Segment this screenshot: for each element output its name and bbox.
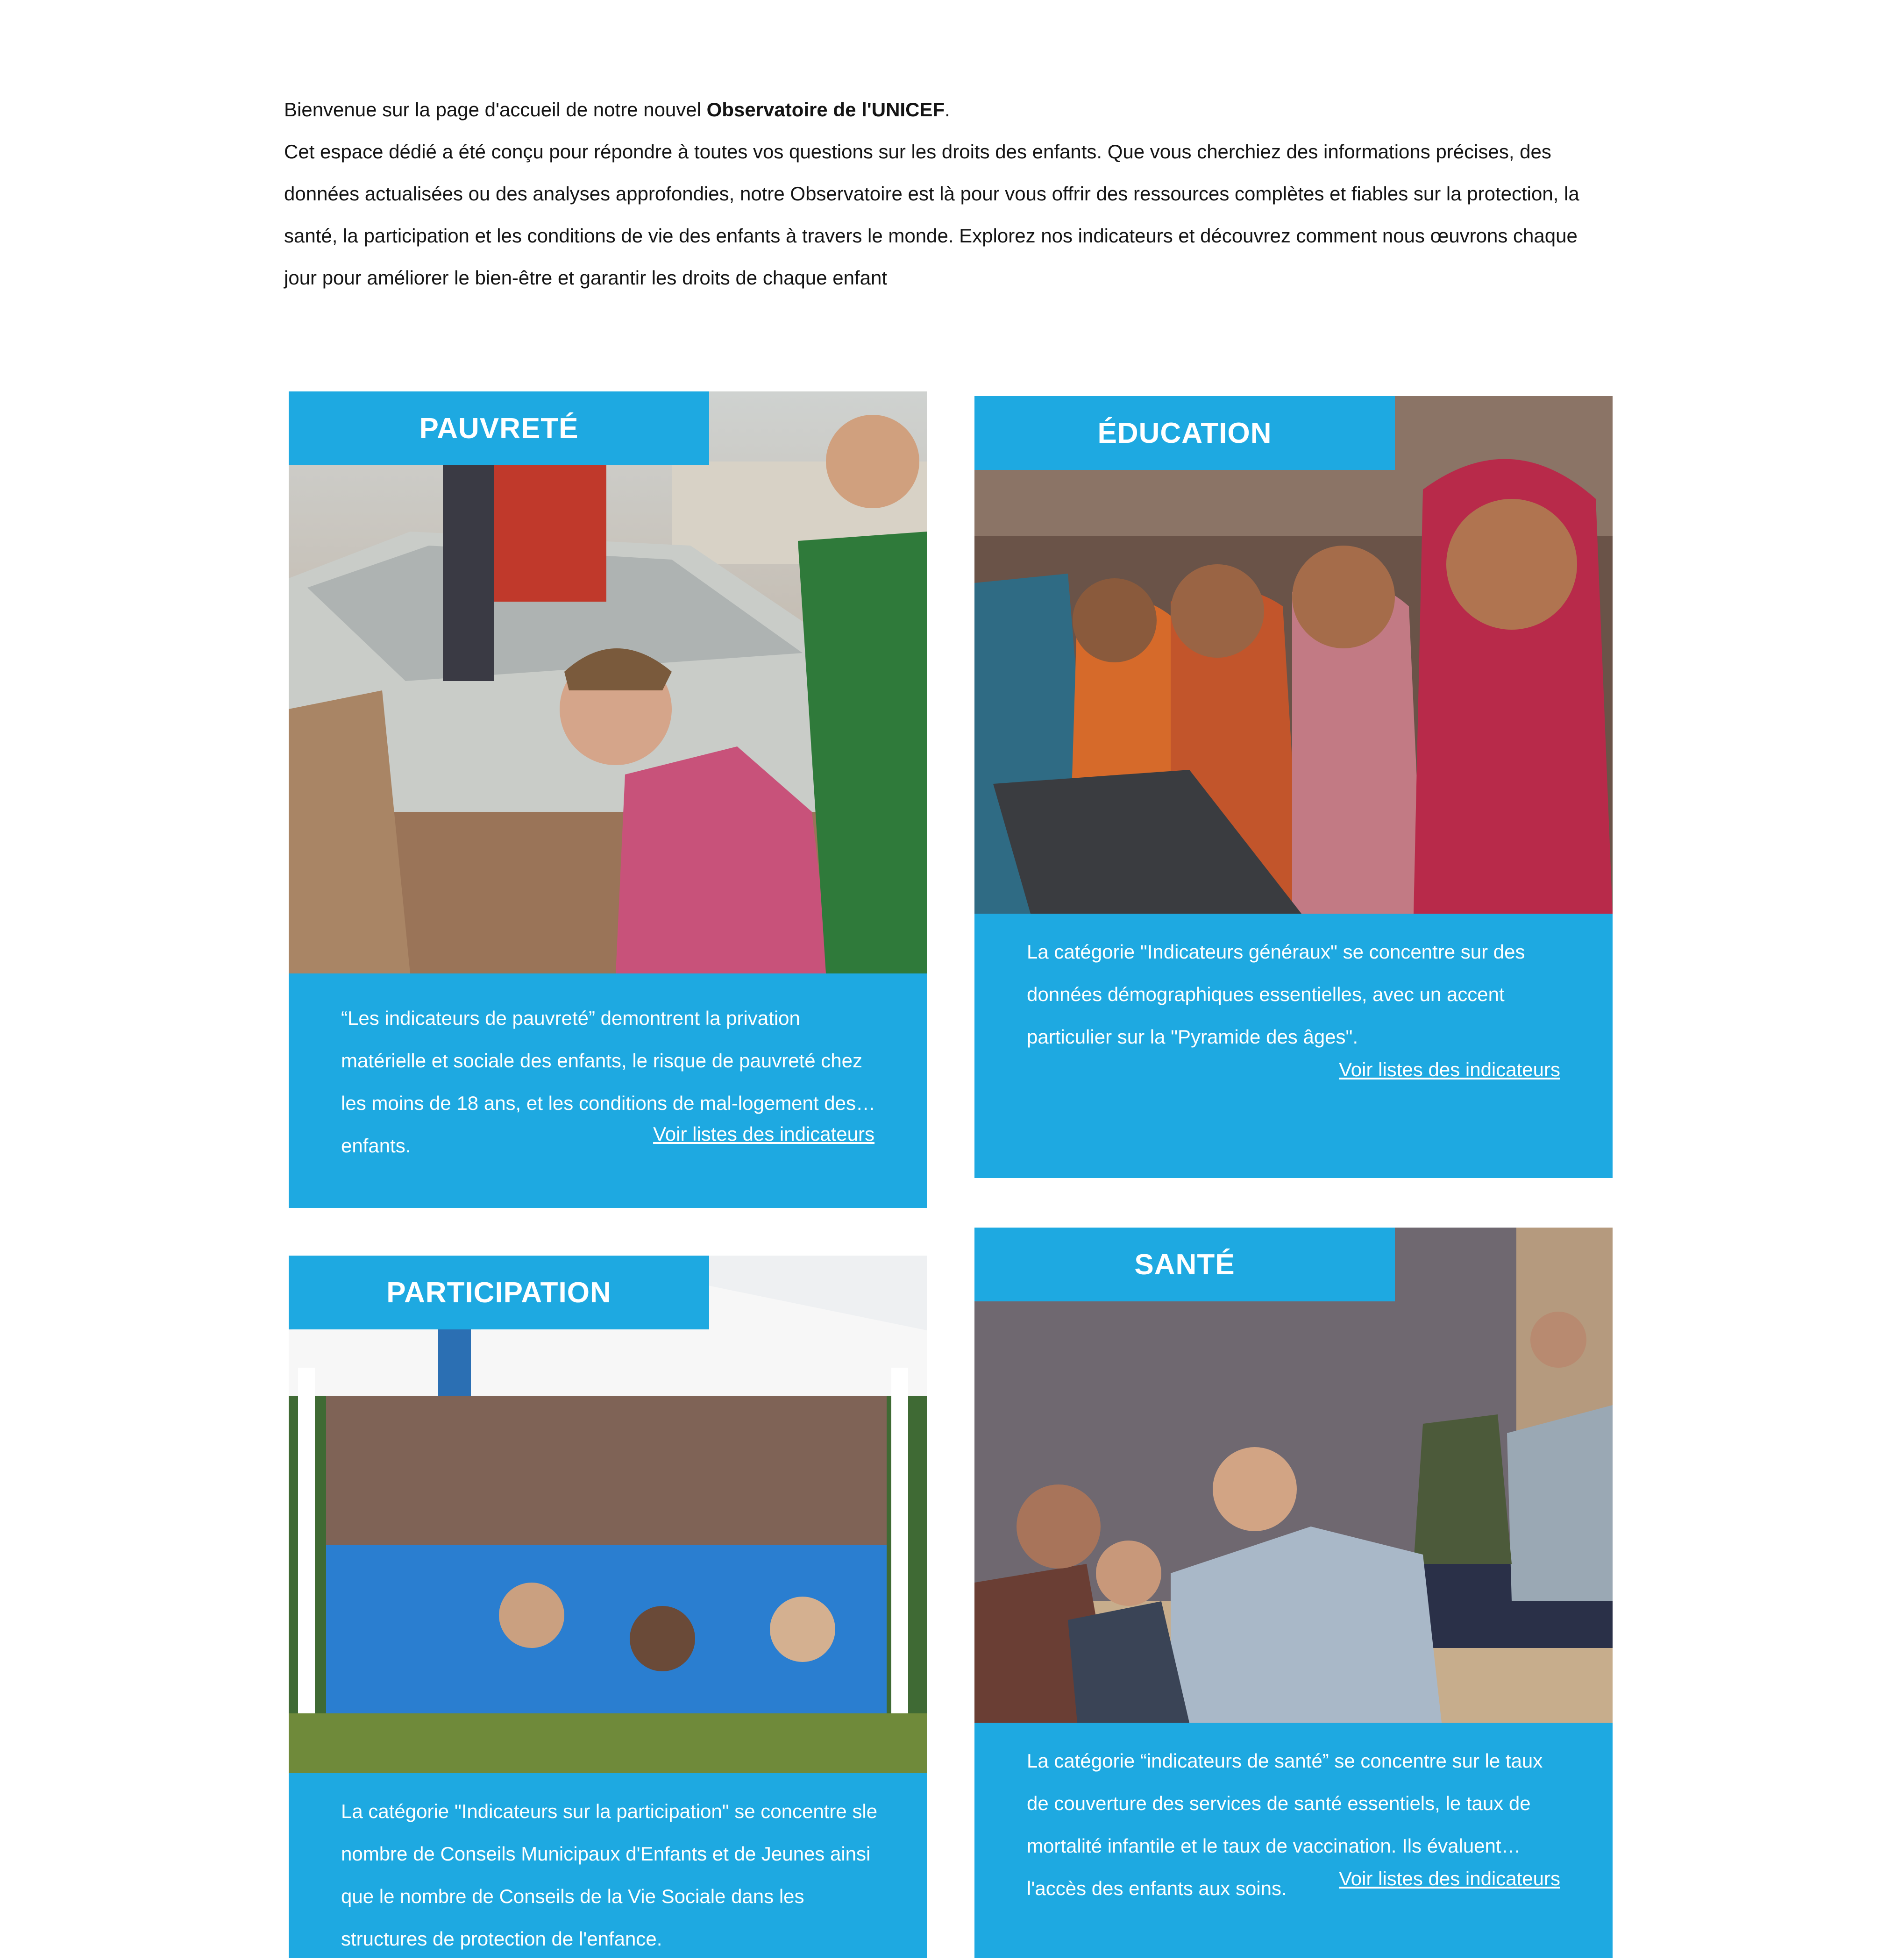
participation-photo	[289, 1256, 927, 1773]
intro-body: Cet espace dédié a été conçu pour répondre à toutes vos questions sur les droits des enfants. Que vous cherchiez des informations précises, des données actualisées ou des analyses approfondies, notre Observatoire est là pour vous offrir des ressources complètes et fiables sur la protection, la santé, la participation et les conditions de vie des enfants à travers le monde. Explorez nos indicateurs et découvrez comment nous œuvrons chaque jour pour améliorer le bien-être et garantir les droits de chaque enfant	[284, 141, 1579, 289]
sante-description: La catégorie “indicateurs de santé” se concentre sur le taux de couverture des services de santé essentiels, le taux de mortalité infantile et le taux de vaccination. Ils évaluent l'accès des enfants aux soins.	[1027, 1750, 1543, 1899]
education-link[interactable]: Voir listes des indicateurs	[1339, 1058, 1560, 1080]
intro-welcome-prefix: Bienvenue sur la page d'accueil de notre nouvel	[284, 99, 707, 121]
card-education	[974, 396, 1613, 1178]
pauvrete-label: PAUVRETÉ	[289, 391, 709, 465]
education-label: ÉDUCATION	[974, 396, 1395, 470]
pauvrete-description: “Les indicateurs de pauvreté” demontrent la privation matérielle et sociale des enfants, le risque de pauvreté chez les moins de 18 ans, et les conditions de mal-logement des enfants.	[341, 1007, 862, 1157]
sante-label: SANTÉ	[974, 1228, 1395, 1301]
intro-text	[284, 89, 1601, 299]
education-description: La catégorie "Indicateurs généraux" se concentre sur des données démographiques essentielles, avec un accent particulier sur la "Pyramide des âges".	[1027, 941, 1525, 1048]
card-participation	[289, 1256, 927, 1958]
card-pauvrete	[289, 391, 927, 1208]
intro-welcome-suffix: .	[945, 99, 950, 121]
intro-welcome-bold: Observatoire de l'UNICEF	[706, 99, 945, 121]
participation-label: PARTICIPATION	[289, 1256, 709, 1329]
pauvrete-link[interactable]: Voir listes des indicateurs	[653, 1123, 874, 1145]
card-sante	[974, 1228, 1613, 1958]
sante-photo	[974, 1228, 1613, 1723]
participation-description: La catégorie "Indicateurs sur la participation" se concentre sle nombre de Conseils Municipaux d'Enfants et de Jeunes ainsi que le nombre de Conseils de la Vie Sociale dans les structures de protection de l'enfance.	[341, 1800, 878, 1950]
pauvrete-photo	[289, 391, 927, 973]
education-photo	[974, 396, 1613, 914]
sante-link[interactable]: Voir listes des indicateurs	[1339, 1868, 1560, 1889]
intro-welcome	[284, 89, 1601, 131]
